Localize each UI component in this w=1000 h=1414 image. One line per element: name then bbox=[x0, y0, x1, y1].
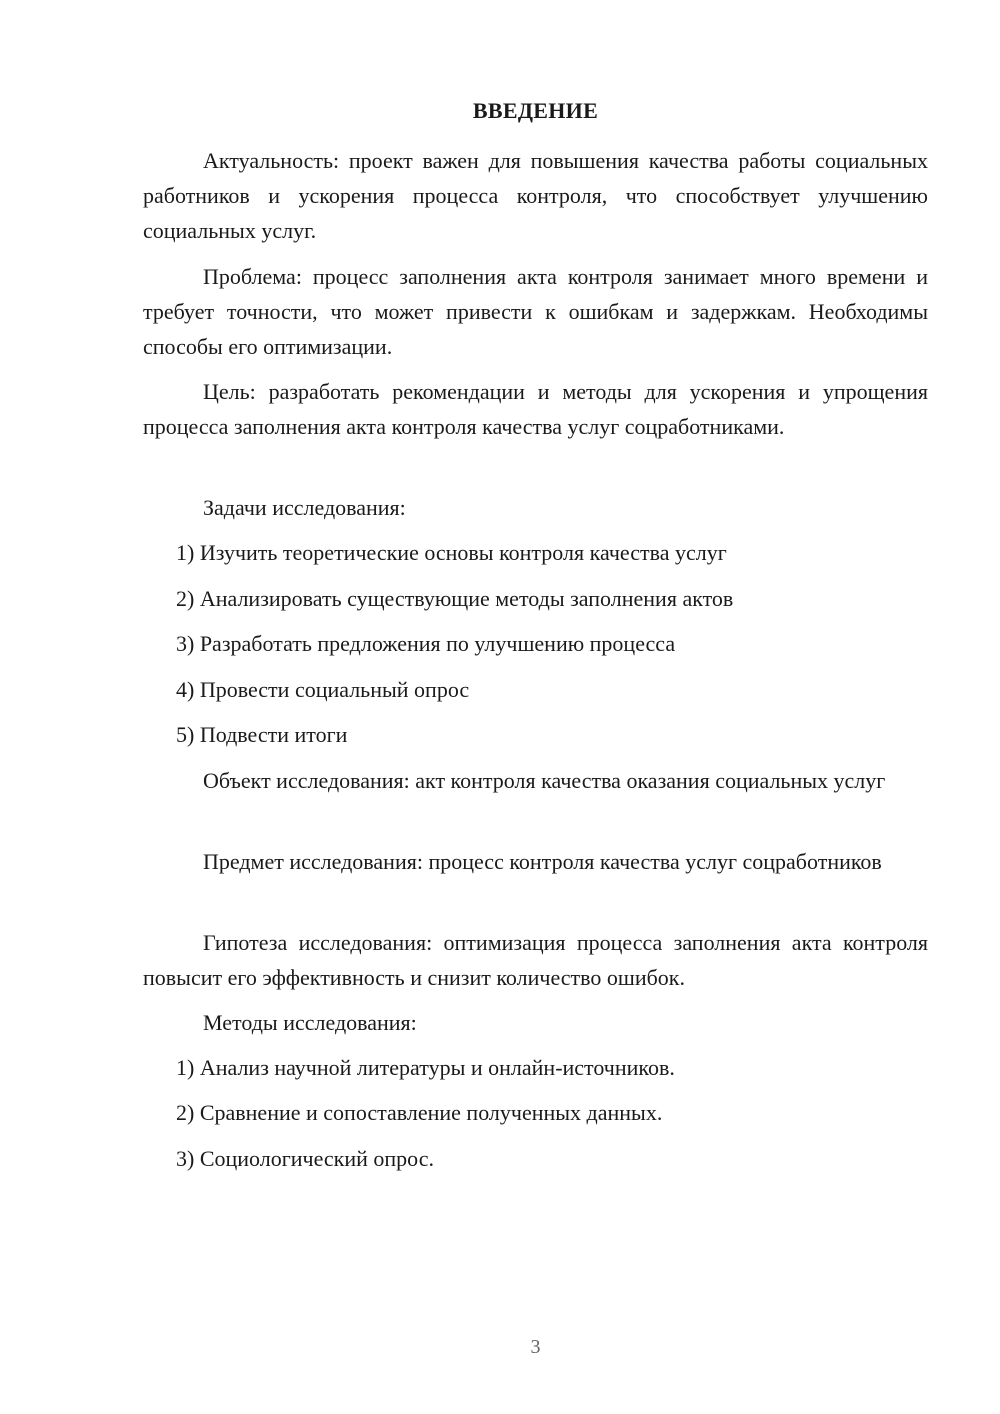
list-item: 3) Разработать предложения по улучшению процесса bbox=[176, 631, 676, 656]
list-item: 5) Подвести итоги bbox=[176, 722, 348, 747]
methods-heading: Методы исследования: bbox=[203, 1010, 417, 1035]
list-item: 2) Сравнение и сопоставление полученных данных. bbox=[176, 1100, 663, 1125]
list-item: 2) Анализировать существующие методы заполнения актов bbox=[176, 586, 734, 611]
object-paragraph: Объект исследования: акт контроля качества оказания социальных услуг bbox=[203, 768, 886, 793]
relevance-paragraph: Актуальность: проект важен для повышения качества работы социальных работников и ускорения процесса контроля, что способствует улучшению социальных услуг. bbox=[143, 148, 928, 243]
page-number: 3 bbox=[530, 1336, 541, 1358]
list-item: 4) Провести социальный опрос bbox=[176, 677, 470, 702]
problem-paragraph: Проблема: процесс заполнения акта контроля занимает много времени и требует точности, что может привести к ошибкам и задержкам. Необходимы способы его оптимизации. bbox=[143, 264, 928, 359]
list-item: 1) Изучить теоретические основы контроля качества услуг bbox=[176, 540, 727, 565]
goal-paragraph: Цель: разработать рекомендации и методы для ускорения и упрощения процесса заполнения акта контроля качества услуг соцработниками. bbox=[143, 379, 928, 439]
tasks-heading: Задачи исследования: bbox=[203, 495, 406, 520]
hypothesis-paragraph: Гипотеза исследования: оптимизация процесса заполнения акта контроля повысит его эффективность и снизит количество ошибок. bbox=[143, 930, 928, 990]
subject-paragraph: Предмет исследования: процесс контроля качества услуг соцработников bbox=[203, 849, 882, 874]
list-item: 1) Анализ научной литературы и онлайн-источников. bbox=[176, 1055, 675, 1080]
page-title: ВВЕДЕНИЕ bbox=[472, 98, 599, 123]
list-item: 3) Социологический опрос. bbox=[176, 1146, 434, 1171]
document-page bbox=[143, 0, 928, 1414]
